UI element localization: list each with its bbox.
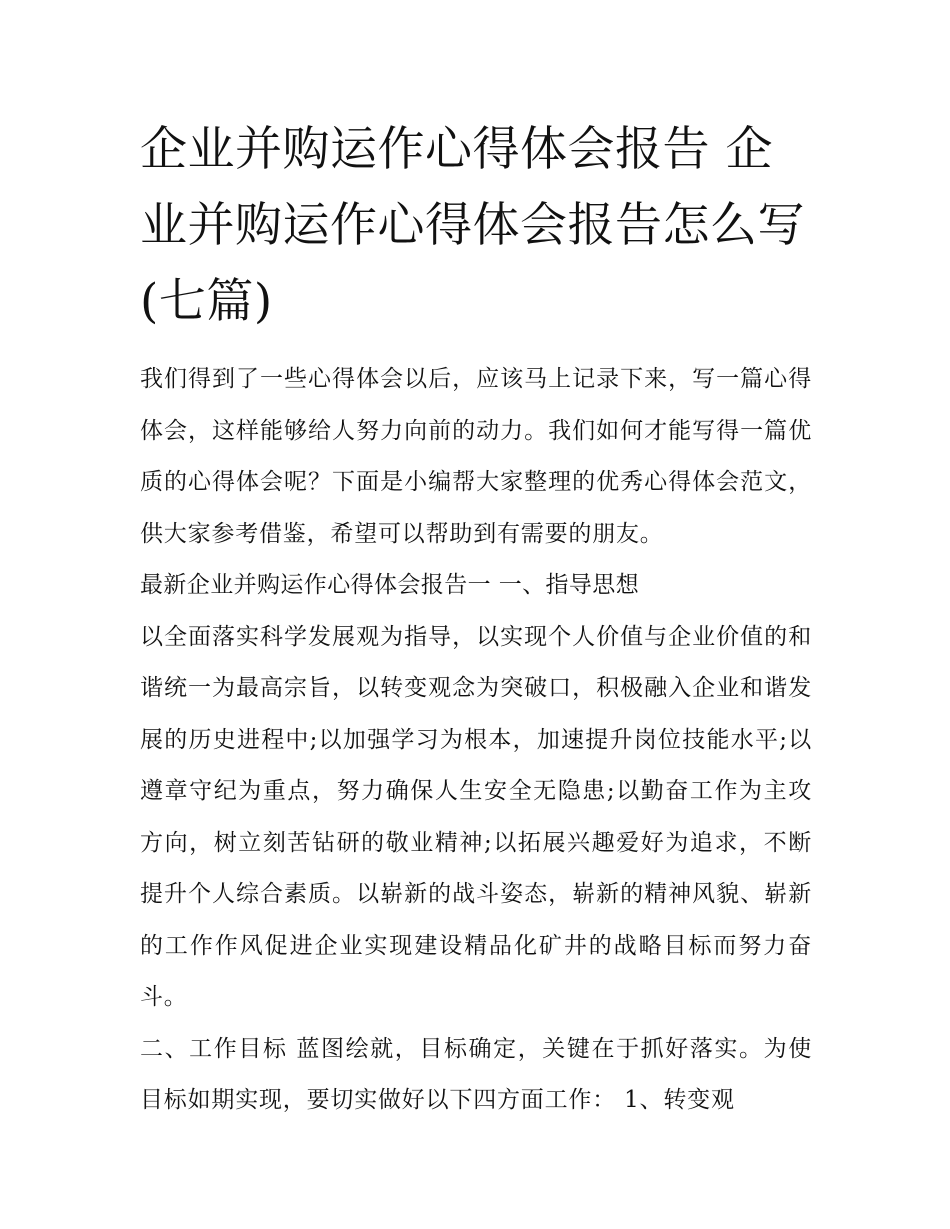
section-heading: 最新企业并购运作心得体会报告一 一、指导思想 [140,572,640,598]
paragraph-intro: 我们得到了一些心得体会以后，应该马上记录下来，写一篇心得体会，这样能够给人努力向前的动力。我们如何才能写得一篇优质的心得体会呢？下面是小编帮大家整理的优秀心得体会范文，供大家参考借鉴，希望可以帮助到有需要的朋友。 [140,366,812,547]
paragraph-guiding-ideology: 以全面落实科学发展观为指导，以实现个人价值与企业价值的和谐统一为最高宗旨，以转变观念为突破口，积极融入企业和谐发展的历史进程中;以加强学习为根本，加速提升岗位技能水平;以遵章守纪为重点，努力确保人生安全无隐患;以勤奋工作为主攻方向，树立刻苦钻研的敬业精神;以拓展兴趣爱好为追求，不断提升个人综合素质。以崭新的战斗姿态，崭新的精神风貌、崭新的工作作风促进企业实现建设精品化矿井的战略目标而努力奋斗。 [140,623,812,1010]
document-title: 企业并购运作心得体会报告 企业并购运作心得体会报告怎么写(七篇) [140,122,805,329]
paragraph-work-goals: 二、工作目标 蓝图绘就，目标确定，关键在于抓好落实。为使目标如期实现，要切实做好以下四方面工作： 1、转变观 [140,1035,812,1113]
document-body [140,354,812,1127]
